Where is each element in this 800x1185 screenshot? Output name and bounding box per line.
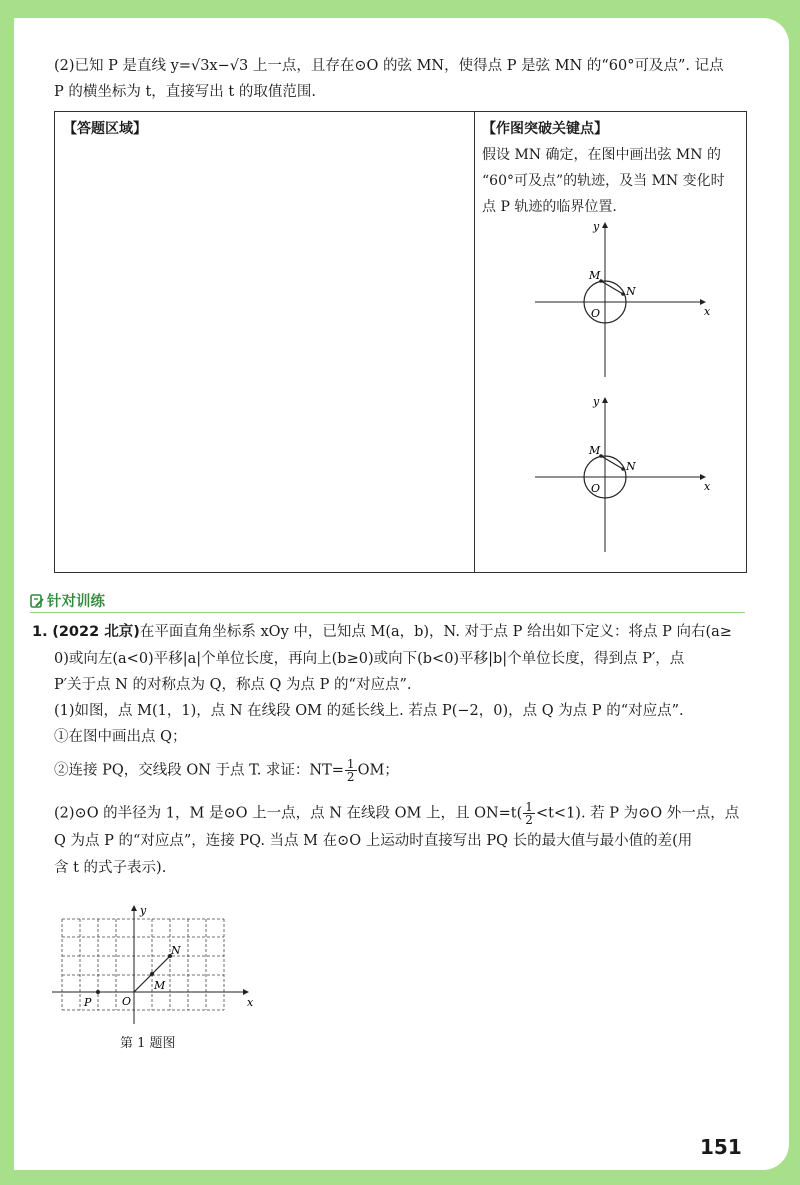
exercise-line-7 (54, 801, 739, 826)
answer-box-divider (474, 112, 475, 572)
x-label: x (704, 480, 711, 493)
y-label: y (140, 904, 147, 917)
hint-line-1: 假设 MN 确定，在图中画出弦 MN 的 (482, 147, 721, 163)
point-p (96, 990, 100, 994)
exercise-source: (2022 北京) (52, 624, 140, 640)
exercise-line-4: (1)如图，点 M(1，1)，点 N 在线段 OM 的延长线上. 若点 P(−2，0)，点 Q 为点 P 的“对应点”. (54, 703, 684, 719)
p-label: P (84, 996, 92, 1009)
circle-figure-2 (525, 392, 715, 557)
hint-line-2: “60°可及点”的轨迹，及当 MN 变化时 (482, 173, 725, 189)
m-label: M (154, 979, 166, 992)
n-label: N (626, 285, 636, 298)
line7-b: <t<1). 若 P 为⊙O 外一点，点 (535, 805, 740, 822)
fraction-half-2: $\frac{1}{2}$ (525, 800, 533, 827)
point-n (621, 467, 625, 471)
exercise-line-9: 含 t 的式子表示). (54, 860, 167, 876)
exercise-line-1 (32, 622, 732, 642)
line6-b: OM； (357, 762, 399, 779)
page (14, 18, 789, 1170)
part2-line1: (2)已知 P 是直线 y=√3x−√3 上一点，且存在⊙O 的弦 MN，使得点 P 是弦 MN 的“60°可及点”. 记点 (54, 58, 724, 74)
exercise-line-8: Q 为点 P 的“对应点”，连接 PQ. 当点 M 在⊙O 上运动时直接写出 PQ 长的最大值与最小值的差(用 (54, 833, 693, 849)
x-label: x (247, 996, 254, 1009)
x-label: x (704, 305, 711, 318)
exercise-text-1: 在平面直角坐标系 xOy 中，已知点 M(a，b)，N. 对于点 P 给出如下定义：将点 P 向右(a≥ (139, 624, 732, 640)
fraction-half-1: $\frac{1}{2}$ (346, 757, 355, 784)
grid-figure (50, 902, 260, 1027)
page-number: 151 (700, 1135, 742, 1159)
exercise-line-3: P′关于点 N 的对称点为 Q，称点 Q 为点 P 的“对应点”. (54, 677, 412, 693)
n-label: N (171, 944, 181, 957)
point-m (150, 972, 154, 976)
o-label: O (591, 307, 601, 320)
section-header (30, 590, 745, 613)
m-label: M (589, 269, 601, 282)
m-label: M (589, 444, 601, 457)
section-title: 针对训练 (47, 594, 105, 610)
exercise-number: 1. (32, 624, 48, 640)
exercise-line-5: ①在图中画出点 Q； (54, 729, 187, 745)
n-label: N (626, 460, 636, 473)
point-n (621, 292, 625, 296)
exercise-line-6 (54, 758, 399, 783)
pen-icon (30, 594, 44, 608)
answer-box (54, 111, 747, 573)
key-point-title: 【作图突破关键点】 (482, 121, 608, 137)
y-label: y (593, 395, 600, 408)
part2-line2: P 的横坐标为 t，直接写出 t 的取值范围. (54, 84, 316, 100)
circle-figure-1 (525, 217, 715, 382)
line7-a: (2)⊙O 的半径为 1，M 是⊙O 上一点，点 N 在线段 OM 上，且 ON=t( (54, 805, 523, 822)
hint-line-3: 点 P 轨迹的临界位置. (482, 199, 617, 215)
answer-area-title: 【答题区域】 (63, 121, 147, 137)
o-label: O (591, 482, 601, 495)
figure-caption: 第 1 题图 (120, 1036, 176, 1051)
y-label: y (593, 220, 600, 233)
line6-a: ②连接 PQ，交线段 ON 于点 T. 求证：NT= (54, 762, 344, 779)
exercise-line-2: 0)或向左(a<0)平移|a|个单位长度，再向上(b≥0)或向下(b<0)平移|b|个单位长度，得到点 P′，点 (54, 651, 685, 667)
o-label: O (122, 995, 132, 1008)
